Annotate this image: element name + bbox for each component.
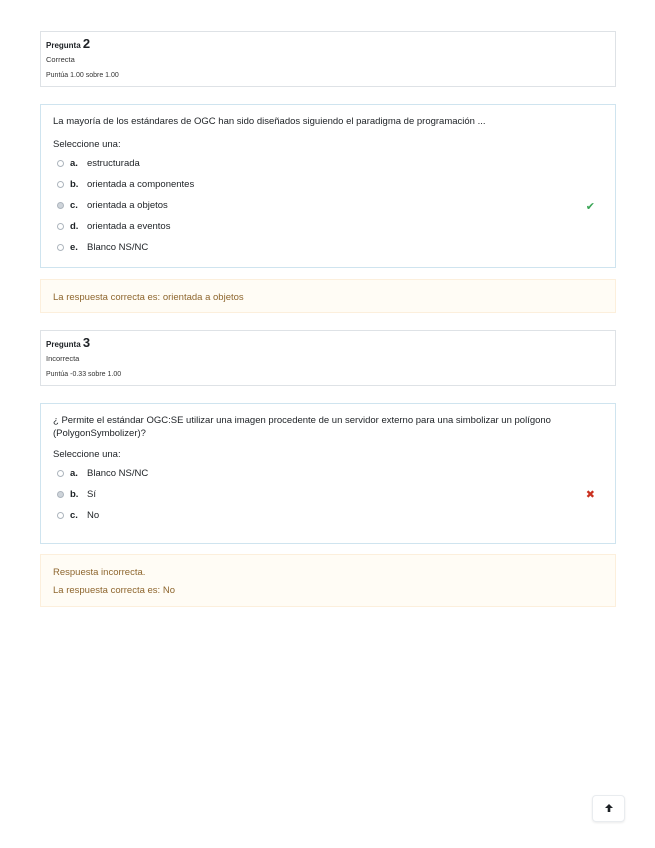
radio-button[interactable] bbox=[57, 160, 64, 167]
question-3-feedback bbox=[40, 554, 616, 607]
right-answer-text: La respuesta correcta es: orientada a objetos bbox=[53, 292, 244, 303]
answer-list bbox=[53, 463, 603, 526]
question-number: Pregunta 2 bbox=[46, 36, 91, 51]
question-2-feedback bbox=[40, 279, 616, 313]
answer-option-c[interactable]: c. No bbox=[53, 505, 603, 526]
incorrect-answer-text: Respuesta incorrecta. bbox=[53, 567, 146, 578]
question-3-info bbox=[40, 330, 616, 386]
question-text: ¿ Permite el estándar OGC:SE utilizar una imagen procedente de un servidor externo para una simbolizar un polígono (PolygonSymbolizer)? bbox=[53, 415, 551, 439]
radio-button-selected[interactable] bbox=[57, 202, 64, 209]
answer-list bbox=[53, 153, 603, 258]
right-answer-text: La respuesta correcta es: No bbox=[53, 585, 175, 596]
back-to-top-button[interactable] bbox=[592, 795, 625, 822]
answer-option-a[interactable]: a. estructurada bbox=[53, 153, 603, 174]
answer-option-b[interactable]: b. Sí bbox=[53, 484, 603, 505]
radio-button-selected[interactable] bbox=[57, 491, 64, 498]
radio-button[interactable] bbox=[57, 512, 64, 519]
question-text: La mayoría de los estándares de OGC han sido diseñados siguiendo el paradigma de programación ... bbox=[53, 116, 486, 127]
radio-button[interactable] bbox=[57, 223, 64, 230]
question-2-info bbox=[40, 31, 616, 87]
question-state: Correcta bbox=[46, 55, 75, 64]
question-2-content bbox=[40, 104, 616, 268]
arrow-up-icon bbox=[604, 802, 614, 816]
question-state: Incorrecta bbox=[46, 354, 80, 363]
answer-option-b[interactable]: b. orientada a componentes bbox=[53, 174, 603, 195]
radio-button[interactable] bbox=[57, 181, 64, 188]
radio-button[interactable] bbox=[57, 470, 64, 477]
question-number: Pregunta 3 bbox=[46, 335, 91, 350]
answer-prompt: Seleccione una: bbox=[53, 139, 121, 150]
answer-option-a[interactable]: a. Blanco NS/NC bbox=[53, 463, 603, 484]
question-3-content bbox=[40, 403, 616, 544]
incorrect-cross-icon: ✖ bbox=[585, 489, 595, 501]
question-grade: Puntúa 1.00 sobre 1.00 bbox=[46, 72, 119, 79]
correct-check-icon: ✔ bbox=[585, 201, 595, 213]
answer-option-e[interactable]: e. Blanco NS/NC bbox=[53, 237, 603, 258]
answer-option-d[interactable]: d. orientada a eventos bbox=[53, 216, 603, 237]
radio-button[interactable] bbox=[57, 244, 64, 251]
answer-option-c[interactable]: c. orientada a objetos bbox=[53, 195, 603, 216]
question-grade: Puntúa -0.33 sobre 1.00 bbox=[46, 371, 122, 378]
answer-prompt: Seleccione una: bbox=[53, 449, 121, 460]
